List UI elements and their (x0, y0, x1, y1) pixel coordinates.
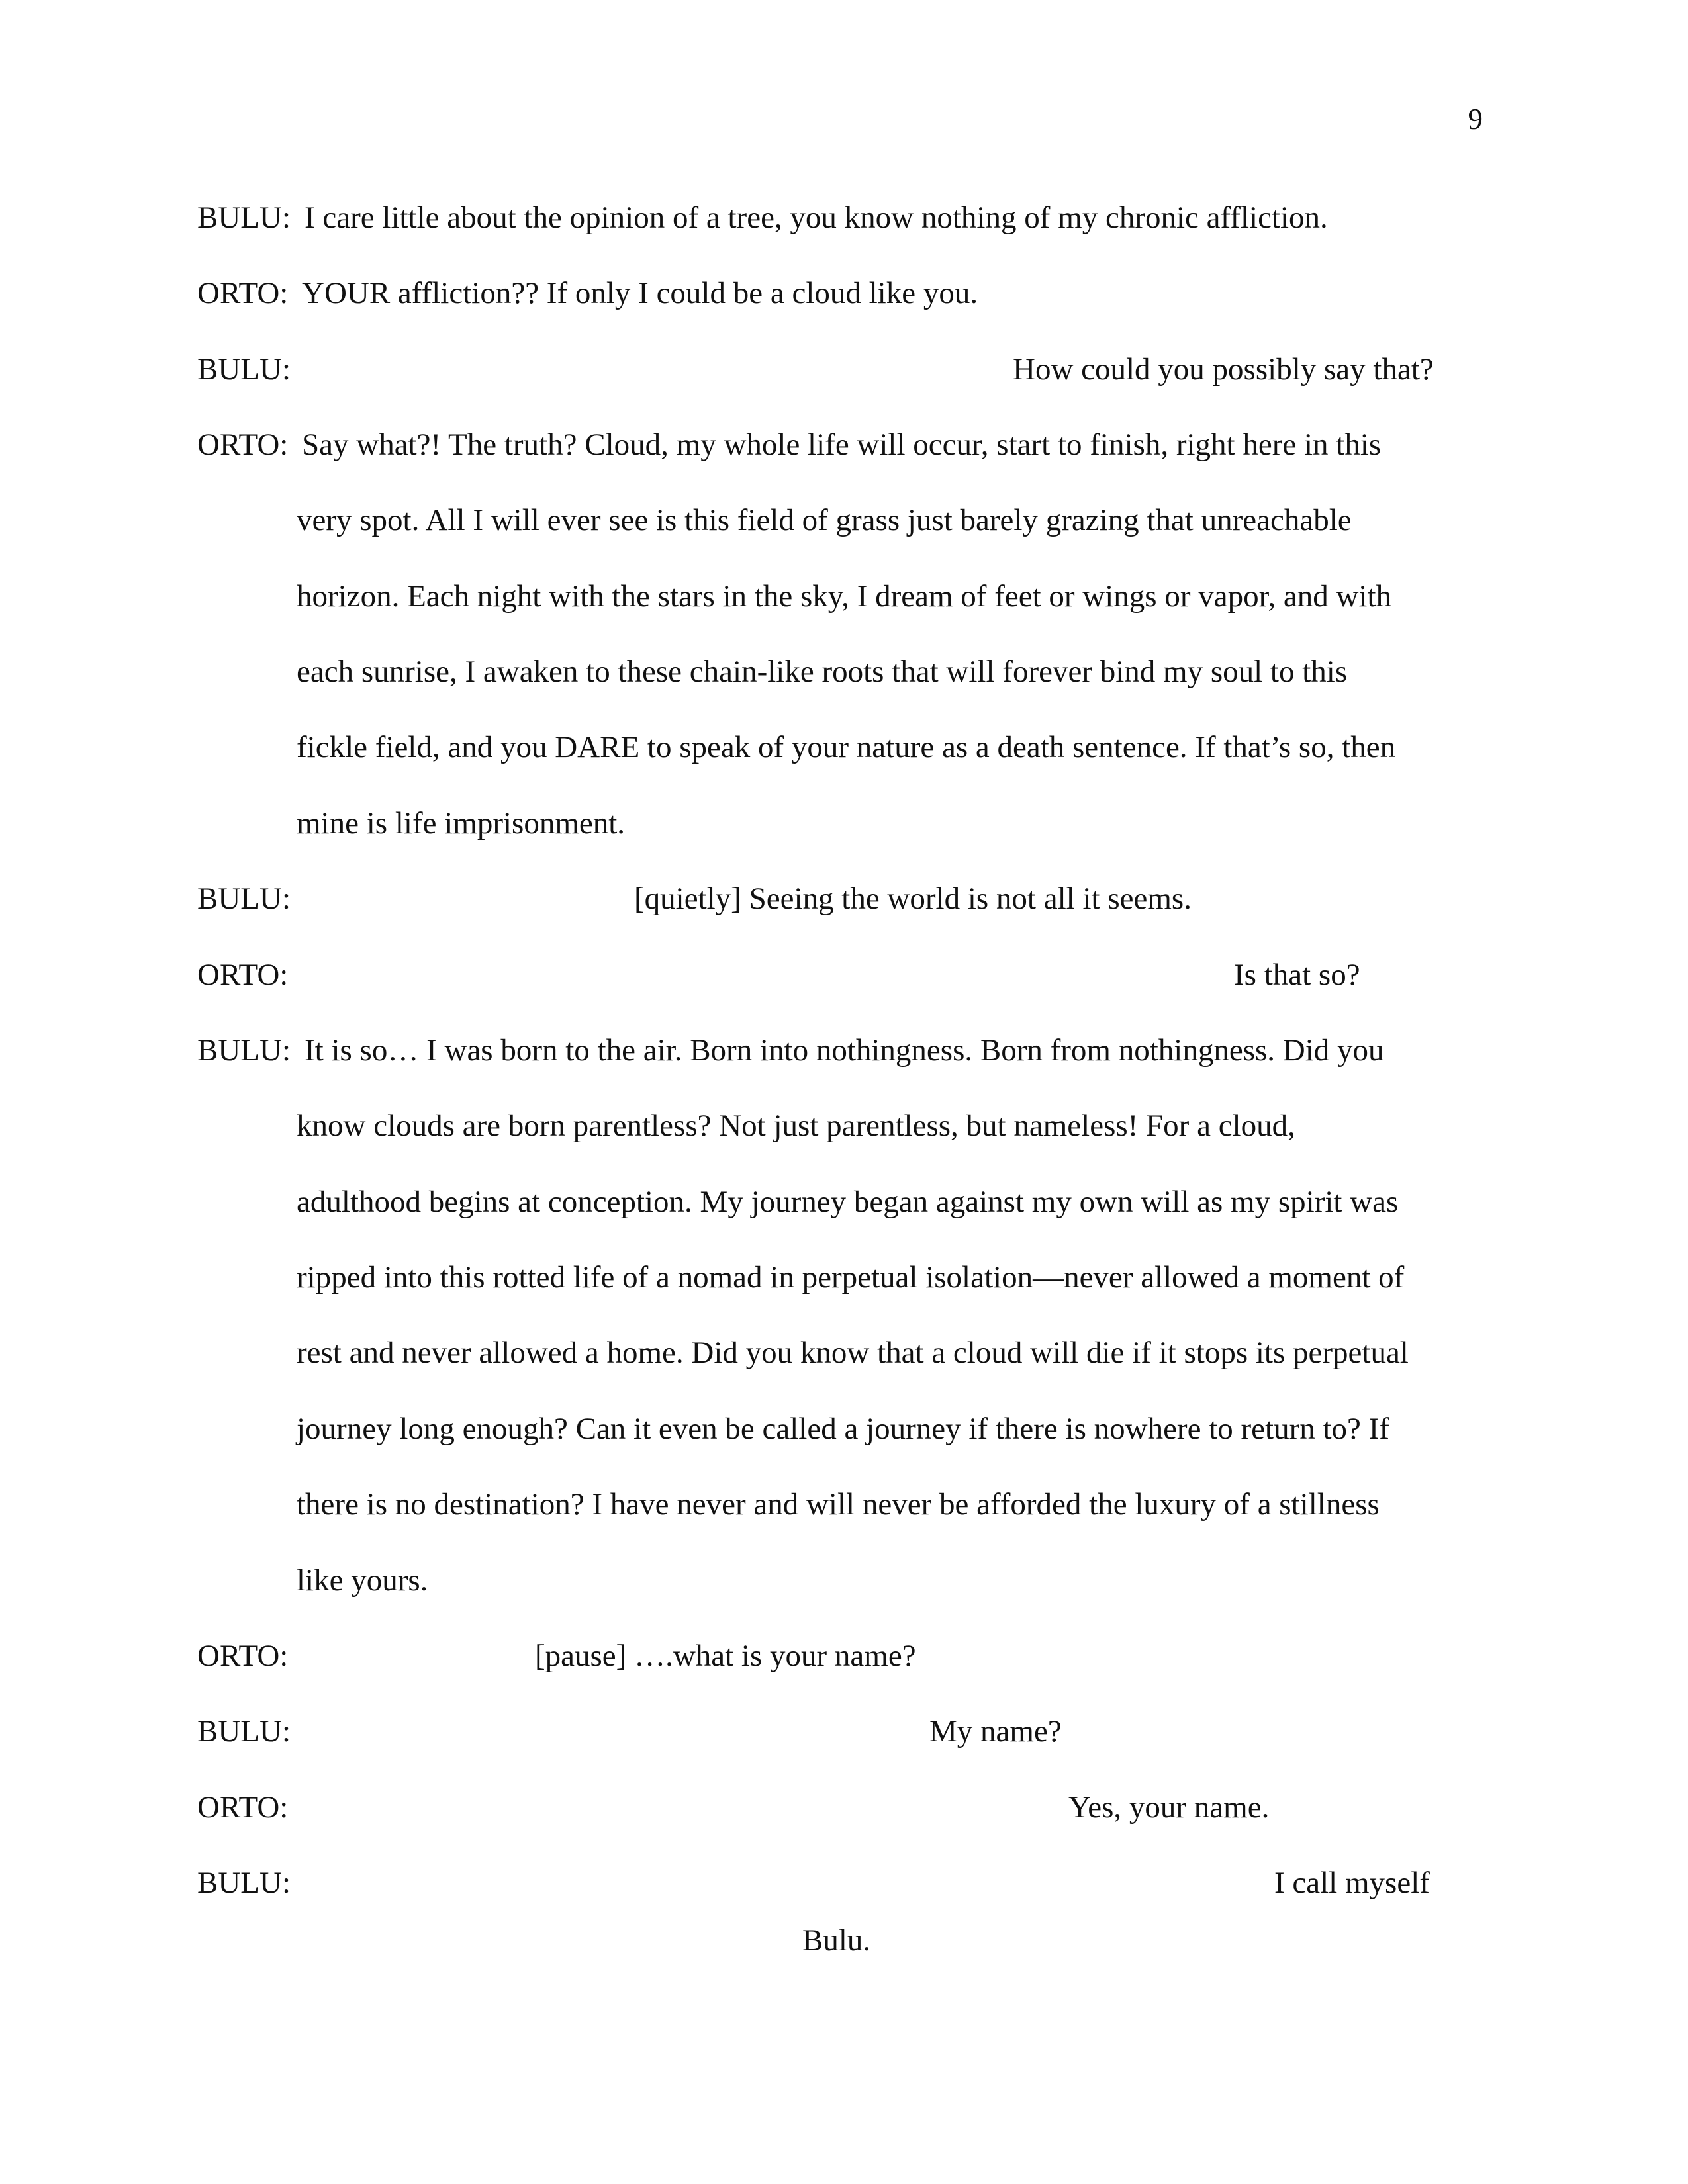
line-speaker: ORTO: (197, 428, 289, 462)
line-text: Say what?! The truth? Cloud, my whole life will occur, start to finish, right here in this (302, 428, 1382, 462)
line-text: Yes, your name. (1068, 1790, 1270, 1825)
line-text: know clouds are born parentless? Not just parentless, but nameless! For a cloud, (297, 1109, 1295, 1143)
line-text: mine is life imprisonment. (297, 806, 626, 841)
line-text: My name? (929, 1714, 1062, 1749)
line-text: like yours. (297, 1563, 428, 1598)
page-number: 9 (1468, 103, 1483, 136)
line-text: horizon. Each night with the stars in the sky, I dream of feet or wings or vapor, and with (297, 579, 1392, 614)
line-speaker: BULU: (197, 1866, 291, 1900)
line-text: rest and never allowed a home. Did you know that a cloud will die if it stops its perpetual (297, 1336, 1409, 1370)
line-speaker: BULU: (197, 352, 291, 387)
line-text: [quietly] Seeing the world is not all it seems. (634, 882, 1192, 916)
line-speaker: BULU: (197, 1033, 291, 1068)
line-text: very spot. All I will ever see is this field of grass just barely grazing that unreachable (297, 503, 1352, 537)
line-text: fickle field, and you DARE to speak of your nature as a death sentence. If that’s so, then (297, 730, 1396, 764)
line-text: [pause] ….what is your name? (535, 1639, 916, 1673)
line-speaker: BULU: (197, 201, 291, 235)
line-text: YOUR affliction?? If only I could be a cloud like you. (302, 276, 978, 310)
line-text: How could you possibly say that? (1013, 352, 1434, 387)
line-speaker: BULU: (197, 1714, 291, 1749)
line-text: there is no destination? I have never and will never be afforded the luxury of a stillness (297, 1487, 1380, 1522)
line-text: ripped into this rotted life of a nomad in perpetual isolation—never allowed a moment of (297, 1260, 1405, 1295)
line-text: Is that so? (1234, 958, 1360, 992)
line-speaker: BULU: (197, 882, 291, 916)
line-text: I care little about the opinion of a tree, you know nothing of my chronic affliction. (305, 201, 1328, 235)
line-text: adulthood begins at conception. My journey began against my own will as my spirit was (297, 1185, 1399, 1219)
line-speaker: ORTO: (197, 1790, 289, 1825)
line-speaker: ORTO: (197, 276, 289, 310)
line-text: I call myself (1274, 1866, 1430, 1900)
line-text: each sunrise, I awaken to these chain-like roots that will forever bind my soul to this (297, 655, 1348, 689)
line-speaker: ORTO: (197, 1639, 289, 1673)
line-text: journey long enough? Can it even be called a journey if there is nowhere to return to? If (297, 1412, 1389, 1446)
line-text: It is so… I was born to the air. Born into nothingness. Born from nothingness. Did you (305, 1033, 1384, 1068)
line-text: Bulu. (802, 1923, 871, 1958)
line-speaker: ORTO: (197, 958, 289, 992)
